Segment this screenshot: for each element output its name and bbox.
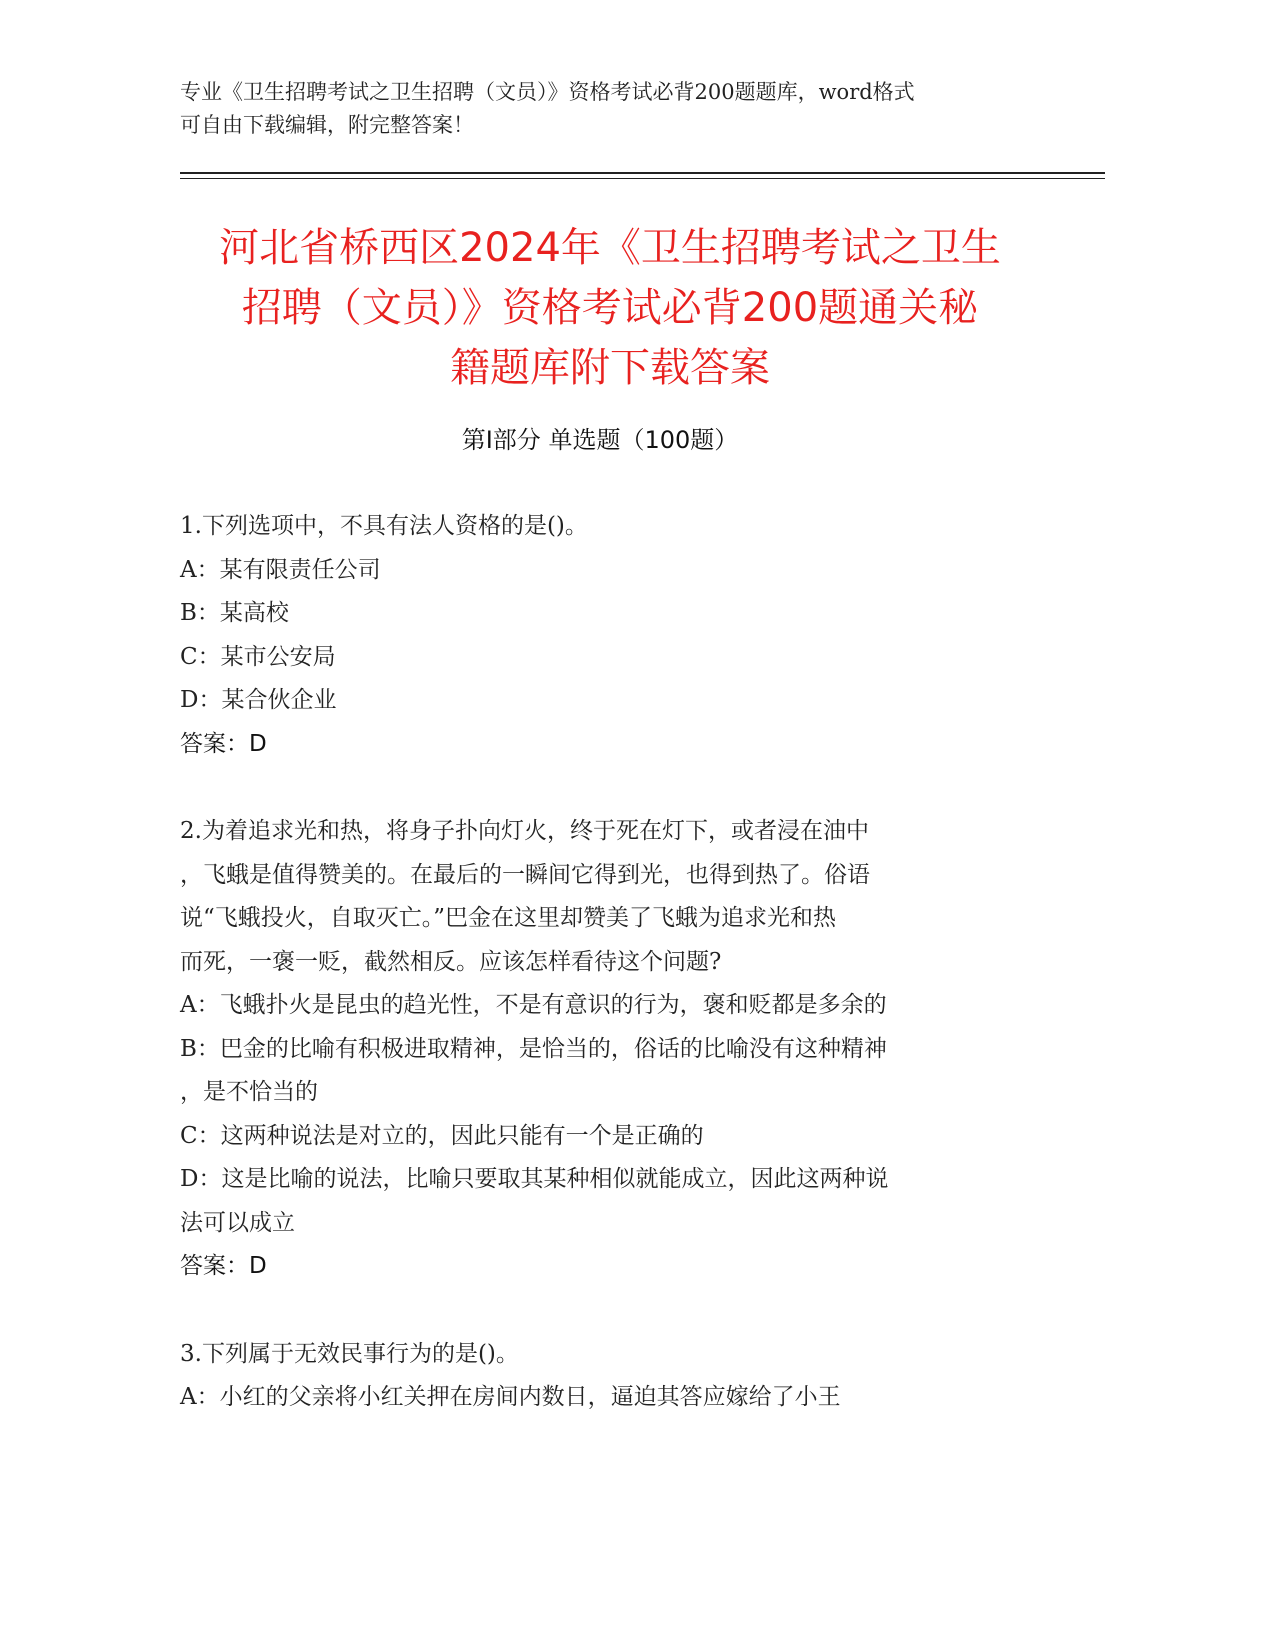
question-stem-line: ，飞蛾是值得赞美的。在最后的一瞬间它得到光，也得到热了。俗语 xyxy=(180,861,870,888)
question-3 xyxy=(180,1333,1060,1420)
section-heading: 第Ⅰ部分 单选题（100题） xyxy=(461,426,739,454)
document-title xyxy=(160,218,1060,398)
option-a: A：某有限责任公司 xyxy=(180,556,381,583)
header-note-line-1: 专业《卫生招聘考试之卫生招聘（文员）》资格考试必背200题题库，word格式 xyxy=(180,80,915,104)
option-c: C：某市公安局 xyxy=(180,643,336,670)
option-d-continued: 法可以成立 xyxy=(180,1209,295,1236)
question-list xyxy=(180,505,1060,1464)
question-stem-line: 3.下列属于无效民事行为的是()。 xyxy=(180,1340,519,1367)
answer-line: 答案：D xyxy=(180,730,267,757)
option-a: A：飞蛾扑火是昆虫的趋光性，不是有意识的行为，褒和贬都是多余的 xyxy=(180,992,887,1018)
header-divider-thick xyxy=(180,172,1105,174)
option-b-continued: ，是不恰当的 xyxy=(180,1079,318,1105)
option-d: D：这是比喻的说法，比喻只要取其某种相似就能成立，因此这两种说 xyxy=(180,1166,889,1192)
document-title-line-2: 招聘（文员）》资格考试必背200题通关秘 xyxy=(241,285,979,331)
question-stem-line: 2.为着追求光和热，将身子扑向灯火，终于死在灯下，或者浸在油中 xyxy=(180,818,869,844)
question-1 xyxy=(180,505,1060,766)
option-c: C：这两种说法是对立的，因此只能有一个是正确的 xyxy=(180,1122,704,1149)
document-title-line-3: 籍题库附下载答案 xyxy=(450,345,770,391)
header-note-line-2: 可自由下载编辑，附完整答案！ xyxy=(180,113,474,137)
document-title-line-1: 河北省桥西区2024年《卫生招聘考试之卫生 xyxy=(219,225,1001,271)
option-b: B：巴金的比喻有积极进取精神，是恰当的，俗话的比喻没有这种精神 xyxy=(180,1035,887,1062)
option-b: B：某高校 xyxy=(180,600,289,626)
header-divider-thin xyxy=(180,178,1105,179)
header-note xyxy=(180,76,1040,142)
option-a: A：小红的父亲将小红关押在房间内数日，逼迫其答应嫁给了小王 xyxy=(180,1384,841,1410)
question-stem-line: 1.下列选项中，不具有法人资格的是()。 xyxy=(180,513,588,539)
question-2 xyxy=(180,810,1060,1289)
answer-line: 答案：D xyxy=(180,1253,267,1279)
question-stem-line: 而死，一褒一贬，截然相反。应该怎样看待这个问题? xyxy=(180,948,722,975)
question-stem-line: 说“飞蛾投火，自取灭亡。”巴金在这里却赞美了飞蛾为追求光和热 xyxy=(180,905,837,931)
option-d: D：某合伙企业 xyxy=(180,687,337,713)
